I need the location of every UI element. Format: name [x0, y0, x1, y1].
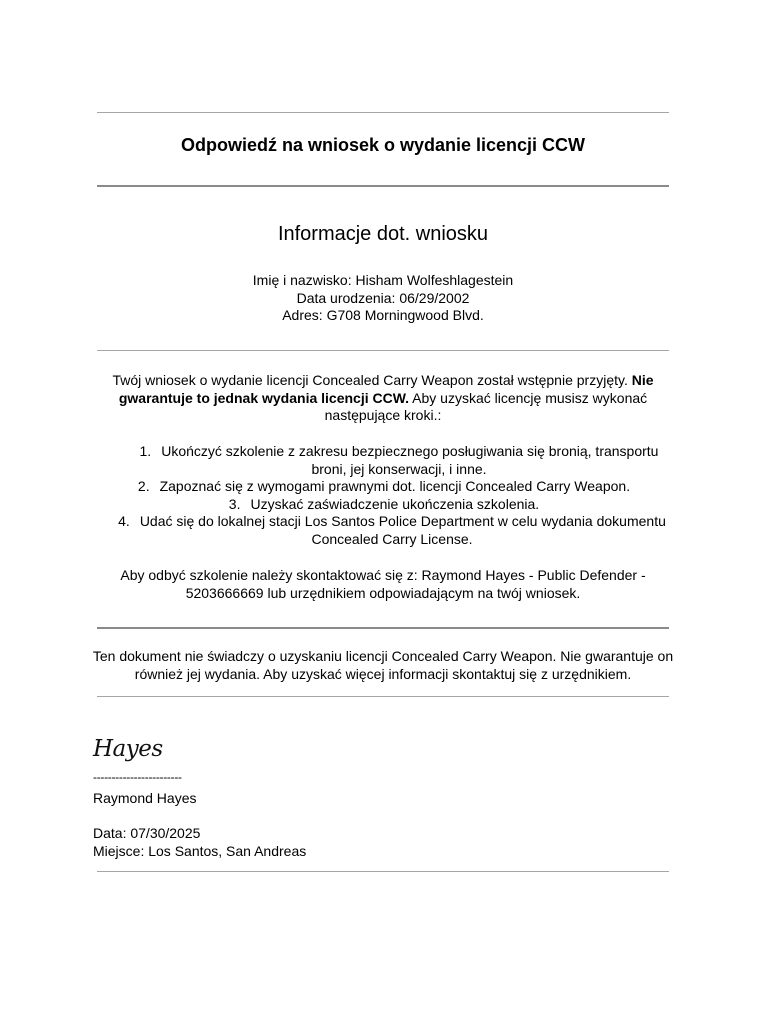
- applicant-address: Adres: G708 Morningwood Blvd.: [282, 307, 484, 323]
- step-number: 4.: [118, 513, 130, 529]
- step-item: [97, 478, 687, 496]
- handwritten-signature: Hayes: [93, 736, 163, 762]
- step-text: Ukończyć szkolenie z zakresu bezpiecznego posługiwania się bronią, transportu broni, jej konserwacji, i inne.: [161, 443, 659, 477]
- disclaimer-divider: [97, 696, 669, 697]
- applicant-name: Imię i nazwisko: Hisham Wolfeshlagestein: [252, 272, 514, 288]
- step-item: [97, 513, 687, 548]
- bottom-divider: [97, 871, 669, 872]
- contact-divider: [97, 627, 669, 629]
- top-divider: [97, 112, 669, 113]
- intro-paragraph: [100, 372, 666, 425]
- intro-text: Twój wniosek o wydanie licencji Concealed Carry Weapon został wstępnie przyjęty.: [112, 372, 632, 388]
- applicant-info: [97, 272, 669, 325]
- step-text: Udać się do lokalnej stacji Los Santos Police Department w celu wydania dokumentu Concealed Carry License.: [139, 513, 666, 547]
- intro-text-continued: Aby uzyskać licencję musisz wykonać następujące kroki.:: [324, 389, 648, 423]
- signature-line: ------------------------: [93, 770, 182, 784]
- applicant-dob: Data urodzenia: 06/29/2002: [296, 289, 470, 306]
- title-divider: [97, 185, 669, 187]
- step-number: 1.: [139, 443, 152, 459]
- section-title: Informacje dot. wniosku: [277, 223, 489, 245]
- contact-paragraph: Aby odbyć szkolenie należy skontaktować się z: Raymond Hayes - Public Defender - 5203666669 lub urzędnikiem odpowiadającym na twój wniosek.: [120, 567, 646, 601]
- step-item: [97, 443, 687, 478]
- issue-date: Data: 07/30/2025: [93, 825, 201, 841]
- step-text: Uzyskać zaświadczenie ukończenia szkolenia.: [250, 495, 540, 512]
- step-text: Zapoznać się z wymogami prawnymi dot. licencji Concealed Carry Weapon.: [159, 478, 631, 494]
- document-title: Odpowiedź na wniosek o wydanie licencji CCW: [180, 135, 586, 155]
- issue-place: Miejsce: Los Santos, San Andreas: [93, 843, 307, 859]
- step-number: 2.: [137, 478, 150, 494]
- intro-warning: Nie gwarantuje to jednak wydania licencji CCW.: [118, 372, 654, 406]
- disclaimer-paragraph: Ten dokument nie świadczy o uzyskaniu licencji Concealed Carry Weapon. Nie gwarantuje on również jej wydania. Aby uzyskać więcej informacji skontaktuj się z urzędnikiem.: [92, 648, 674, 682]
- step-item: [97, 496, 687, 514]
- signer-name: Raymond Hayes: [93, 790, 197, 806]
- info-divider: [97, 350, 669, 351]
- step-number: 3.: [228, 495, 241, 512]
- steps-list: [97, 443, 687, 548]
